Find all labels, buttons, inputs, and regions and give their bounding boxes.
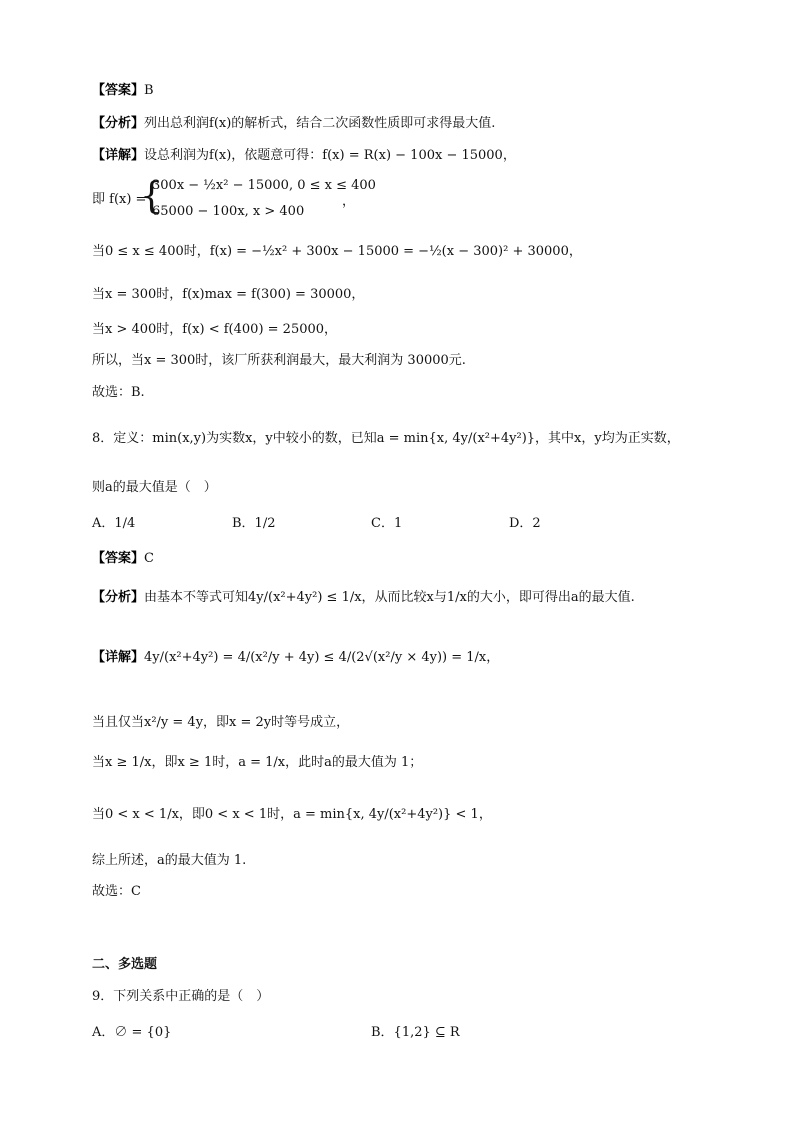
section-title: 二、多选题	[92, 957, 158, 972]
piecewise-brace: {	[140, 176, 163, 217]
piecewise-case-2: 65000 − 100x, x > 400	[152, 204, 305, 219]
answer-tag: 【答案】	[92, 551, 145, 566]
q8-answer-line	[92, 549, 154, 569]
q8-detail-line	[92, 648, 499, 668]
q7-line-5: 当x > 400时，f(x) < f(400) = 25000，	[92, 322, 338, 337]
answer-value: B	[144, 83, 154, 98]
q7-line-3: 当0 ≤ x ≤ 400时，f(x) = −½x² + 300x − 15000 = −½(x − 300)² + 30000，	[92, 244, 582, 259]
answer-tag: 【答案】	[92, 83, 145, 98]
q7-choose: 故选：B.	[92, 385, 145, 400]
q8-analysis-line	[92, 588, 635, 608]
q9-option-b: B．{1,2} ⊆ R	[371, 1025, 460, 1040]
q8-option-c: C．1	[371, 516, 403, 531]
q9-option-a: A．∅ = {0}	[92, 1025, 172, 1040]
q7-line-6: 所以，当x = 300时，该厂所获利润最大，最大利润为 30000元.	[92, 353, 466, 368]
detail-tag: 【详解】	[92, 650, 145, 665]
piecewise-lead: 即 f(x) =	[92, 192, 147, 207]
q7-line-4: 当x = 300时，f(x)max = f(300) = 30000，	[92, 287, 365, 302]
analysis-tag: 【分析】	[92, 590, 145, 605]
q8-choose: 故选：C	[92, 884, 141, 899]
q8-line-2: 当且仅当x²/y = 4y，即x = 2y时等号成立，	[92, 715, 350, 730]
detail-text: 4y/(x²+4y²) = 4/(x²/y + 4y) ≤ 4/(2√(x²/y × 4y)) = 1/x，	[144, 650, 500, 665]
q8-line-5: 综上所述，a的最大值为 1.	[92, 853, 247, 868]
q9-stem: 9．下列关系中正确的是（ ）	[92, 989, 270, 1004]
piecewise-case-1: 300x − ½x² − 15000, 0 ≤ x ≤ 400	[152, 178, 376, 193]
piecewise-tail: ，	[342, 194, 356, 209]
q8-option-a: A．1/4	[92, 516, 136, 531]
analysis-text: 列出总利润f(x)的解析式，结合二次函数性质即可求得最大值.	[144, 116, 496, 131]
answer-value: C	[144, 551, 154, 566]
q7-detail-line	[92, 146, 516, 166]
q8-stem-2: 则a的最大值是（ ）	[92, 480, 217, 495]
detail-tag: 【详解】	[92, 148, 145, 163]
q8-option-d: D．2	[509, 516, 541, 531]
q7-answer-line	[92, 81, 154, 101]
detail-text: 设总利润为f(x)，依题意可得：f(x) = R(x) − 100x − 15000，	[144, 148, 516, 163]
q7-analysis-line	[92, 114, 495, 134]
q8-stem-1: 8．定义：min(x,y)为实数x，y中较小的数，已知a = min{x, 4y/(x²+4y²)}，其中x，y均为正实数，	[92, 431, 680, 446]
analysis-text: 由基本不等式可知4y/(x²+4y²) ≤ 1/x，从而比较x与1/x的大小，即可得出a的最大值.	[144, 590, 635, 605]
q8-line-4: 当0 < x < 1/x，即0 < x < 1时，a = min{x, 4y/(x²+4y²)} < 1，	[92, 807, 492, 822]
analysis-tag: 【分析】	[92, 116, 145, 131]
q8-line-3: 当x ≥ 1/x，即x ≥ 1时，a = 1/x，此时a的最大值为 1；	[92, 755, 423, 770]
q8-option-b: B．1/2	[232, 516, 276, 531]
